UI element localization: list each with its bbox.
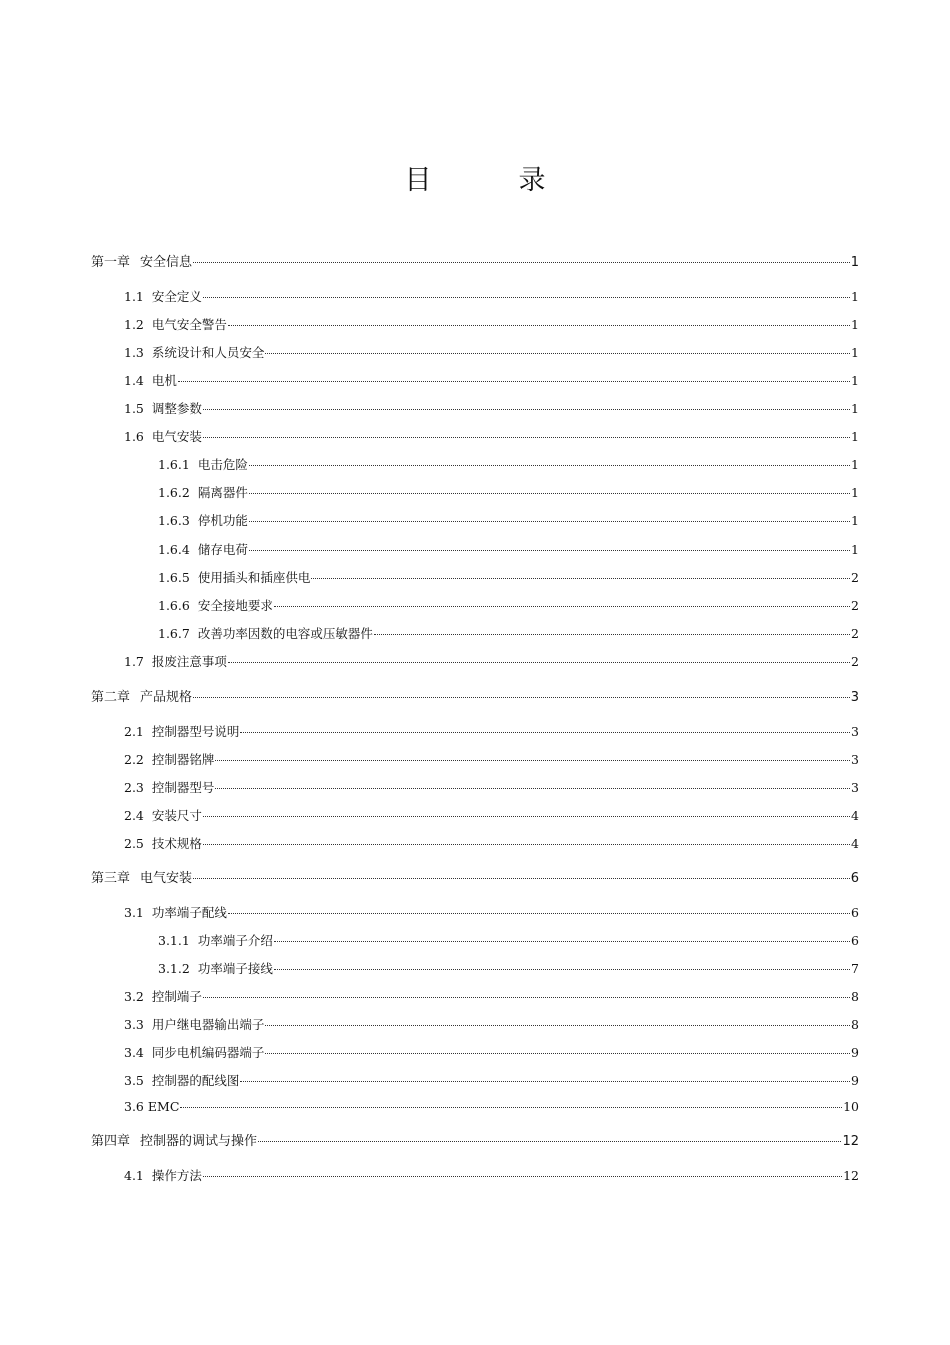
dot-leader <box>374 634 850 635</box>
toc-section-entry[interactable] <box>124 722 859 740</box>
toc-page-number: 1 <box>851 429 859 444</box>
dot-leader <box>203 1176 842 1177</box>
dot-leader <box>274 606 850 607</box>
toc-entry-number: 3.1 <box>124 905 144 920</box>
toc-page-number: 1 <box>850 255 859 270</box>
toc-chapter-entry[interactable] <box>91 867 859 886</box>
toc-entry-text: 改善功率因数的电容或压敏器件 <box>197 626 373 641</box>
toc-entry-text: 功率端子介绍 <box>197 933 273 948</box>
toc-page-number: 4 <box>851 808 859 823</box>
toc-page-number: 3 <box>851 752 859 767</box>
toc-page-number: 1 <box>851 485 859 500</box>
toc-page-number: 1 <box>851 401 859 416</box>
dot-leader <box>193 262 850 263</box>
toc-entry-text: 控制器铭牌 <box>151 752 215 767</box>
toc-entry-number: 1.6.1 <box>158 457 190 472</box>
toc-entry-number: 第一章 <box>91 255 131 270</box>
toc-entry-text: 电气安全警告 <box>151 317 227 332</box>
toc-entry-label <box>124 1166 202 1184</box>
toc-section-entry[interactable] <box>124 903 859 921</box>
toc-section-entry[interactable] <box>124 1166 859 1184</box>
toc-section-entry[interactable] <box>124 987 859 1005</box>
toc-entry-label <box>124 778 214 796</box>
toc-entry-label <box>124 834 202 852</box>
toc-section-entry[interactable] <box>124 287 859 305</box>
dot-leader <box>240 732 850 733</box>
toc-page-number: 1 <box>851 345 859 360</box>
toc-page-number: 3 <box>851 780 859 795</box>
toc-subsection-entry[interactable] <box>158 568 859 586</box>
dot-leader <box>228 662 850 663</box>
toc-section-entry[interactable] <box>124 834 859 852</box>
dot-leader <box>193 697 850 698</box>
toc-page-number: 1 <box>851 317 859 332</box>
toc-entry-label <box>158 540 248 558</box>
toc-page-number: 7 <box>851 961 859 976</box>
toc-page-number: 1 <box>851 289 859 304</box>
toc-page-number: 3 <box>850 690 859 705</box>
toc-entry-label <box>158 624 373 642</box>
dot-leader <box>228 913 850 914</box>
toc-section-entry[interactable] <box>124 1071 859 1089</box>
toc-entry-number: 3.6 <box>124 1099 144 1114</box>
dot-leader <box>258 1141 841 1142</box>
dot-leader <box>178 381 850 382</box>
toc-entry-label <box>91 686 192 705</box>
dot-leader <box>274 969 850 970</box>
toc-entry-text: 产品规格 <box>140 690 193 705</box>
dot-leader <box>193 878 850 879</box>
toc-page-number: 2 <box>851 626 859 641</box>
toc-entry-text: 电机 <box>151 373 177 388</box>
dot-leader <box>249 550 850 551</box>
toc-entry-number: 1.6.5 <box>158 570 190 585</box>
toc-entry-text: 控制端子 <box>151 989 202 1004</box>
toc-entry-label <box>124 427 202 445</box>
toc-section-entry[interactable] <box>124 652 859 670</box>
toc-subsection-entry[interactable] <box>158 483 859 501</box>
toc-entry-text: EMC <box>147 1099 180 1114</box>
toc-entry-label <box>124 806 202 824</box>
toc-page-number: 9 <box>851 1045 859 1060</box>
toc-entry-text: 储存电荷 <box>197 542 248 557</box>
toc-entry-text: 安全定义 <box>151 289 202 304</box>
toc-page-number: 1 <box>851 513 859 528</box>
toc-section-entry[interactable] <box>124 750 859 768</box>
toc-subsection-entry[interactable] <box>158 959 859 977</box>
toc-entry-number: 2.2 <box>124 752 144 767</box>
dot-leader <box>203 844 850 845</box>
toc-entry-text: 系统设计和人员安全 <box>151 345 265 360</box>
toc-page-number: 2 <box>851 598 859 613</box>
toc-section-entry[interactable] <box>124 778 859 796</box>
dot-leader <box>203 997 850 998</box>
toc-section-entry[interactable] <box>124 427 859 445</box>
toc-page-number: 8 <box>851 1017 859 1032</box>
toc-entry-number: 3.1.1 <box>158 933 190 948</box>
toc-entry-text: 电击危险 <box>197 457 248 472</box>
toc-entry-number: 第四章 <box>91 1134 131 1149</box>
toc-page-number: 2 <box>851 570 859 585</box>
toc-entry-number: 1.6 <box>124 429 144 444</box>
toc-entry-label <box>124 1099 179 1114</box>
toc-entry-number: 2.4 <box>124 808 144 823</box>
dot-leader <box>215 788 850 789</box>
toc-entry-text: 安全信息 <box>140 255 193 270</box>
toc-entry-text: 控制器的调试与操作 <box>140 1134 258 1149</box>
dot-leader <box>203 437 850 438</box>
dot-leader <box>265 1025 850 1026</box>
toc-entry-label <box>124 315 227 333</box>
toc-entry-number: 2.5 <box>124 836 144 851</box>
toc-page-number: 12 <box>843 1168 859 1183</box>
dot-leader <box>311 578 850 579</box>
toc-chapter-entry[interactable] <box>91 251 859 270</box>
toc-entry-label <box>158 483 248 501</box>
toc-page-number: 6 <box>851 933 859 948</box>
toc-entry-number: 2.3 <box>124 780 144 795</box>
toc-entry-text: 停机功能 <box>197 513 248 528</box>
toc-entry-text: 报废注意事项 <box>151 654 227 669</box>
toc-entry-label <box>91 1130 257 1149</box>
toc-section-entry[interactable] <box>124 399 859 417</box>
toc-section-entry[interactable] <box>124 1043 859 1061</box>
toc-page-number: 1 <box>851 457 859 472</box>
dot-leader <box>249 521 850 522</box>
toc-entry-text: 隔离器件 <box>197 485 248 500</box>
toc-section-entry[interactable] <box>124 343 859 361</box>
toc-page-number: 2 <box>851 654 859 669</box>
dot-leader <box>228 325 850 326</box>
toc-subsection-entry[interactable] <box>158 624 859 642</box>
toc-entry-label <box>158 511 248 529</box>
toc-subsection-entry[interactable] <box>158 511 859 529</box>
toc-page-number: 3 <box>851 724 859 739</box>
toc-entry-text: 调整参数 <box>151 401 202 416</box>
toc-entry-number: 3.5 <box>124 1073 144 1088</box>
toc-entry-number: 1.6.4 <box>158 542 190 557</box>
toc-entry-number: 第二章 <box>91 690 131 705</box>
dot-leader <box>203 409 850 410</box>
toc-entry-text: 功率端子接线 <box>197 961 273 976</box>
toc-entry-number: 1.4 <box>124 373 144 388</box>
toc-entry-text: 操作方法 <box>151 1168 202 1183</box>
toc-section-entry[interactable] <box>124 1099 859 1114</box>
toc-page-number: 9 <box>851 1073 859 1088</box>
toc-page-number: 12 <box>842 1134 859 1149</box>
page-title: 目 录 <box>404 165 576 196</box>
toc-entry-text: 电气安装 <box>151 429 202 444</box>
toc-entry-text: 控制器的配线图 <box>151 1073 240 1088</box>
toc-entry-label <box>124 1043 264 1061</box>
toc-section-entry[interactable] <box>124 315 859 333</box>
toc-section-entry[interactable] <box>124 806 859 824</box>
toc-entry-number: 1.5 <box>124 401 144 416</box>
toc-entry-label <box>124 652 227 670</box>
toc-entry-label <box>158 455 248 473</box>
toc-subsection-entry[interactable] <box>158 931 859 949</box>
toc-page-number: 8 <box>851 989 859 1004</box>
toc-entry-label <box>124 903 227 921</box>
toc-entry-text: 控制器型号说明 <box>151 724 240 739</box>
toc-entry-label <box>124 1015 264 1033</box>
dot-leader <box>249 493 850 494</box>
dot-leader <box>215 760 850 761</box>
dot-leader <box>180 1107 842 1108</box>
toc-entry-text: 同步电机编码器端子 <box>151 1045 265 1060</box>
toc-entry-number: 1.3 <box>124 345 144 360</box>
dot-leader <box>203 816 850 817</box>
toc-section-entry[interactable] <box>124 371 859 389</box>
toc-entry-number: 2.1 <box>124 724 144 739</box>
toc-entry-label <box>124 287 202 305</box>
dot-leader <box>249 465 850 466</box>
toc-entry-text: 控制器型号 <box>151 780 215 795</box>
dot-leader <box>203 297 850 298</box>
toc-entry-number: 1.2 <box>124 317 144 332</box>
toc-entry-label <box>124 343 264 361</box>
toc-entry-label <box>158 568 310 586</box>
toc-page-number: 10 <box>843 1099 859 1114</box>
toc-entry-text: 电气安装 <box>140 871 193 886</box>
toc-entry-label <box>158 596 273 614</box>
dot-leader <box>265 1053 850 1054</box>
toc-chapter-entry[interactable] <box>91 1130 859 1149</box>
dot-leader <box>240 1081 850 1082</box>
toc-page-number: 4 <box>851 836 859 851</box>
toc-subsection-entry[interactable] <box>158 540 859 558</box>
toc-entry-label <box>124 371 177 389</box>
toc-entry-number: 3.2 <box>124 989 144 1004</box>
toc-subsection-entry[interactable] <box>158 596 859 614</box>
toc-page-number: 1 <box>851 542 859 557</box>
toc-entry-number: 4.1 <box>124 1168 144 1183</box>
toc-entry-text: 用户继电器输出端子 <box>151 1017 265 1032</box>
toc-page-number: 6 <box>850 871 859 886</box>
dot-leader <box>265 353 850 354</box>
toc-page-number: 6 <box>851 905 859 920</box>
toc-entry-label <box>124 399 202 417</box>
toc-entry-text: 技术规格 <box>151 836 202 851</box>
toc-entry-label <box>124 722 239 740</box>
toc-entry-number: 3.1.2 <box>158 961 190 976</box>
toc-entry-label <box>124 1071 239 1089</box>
toc-section-entry[interactable] <box>124 1015 859 1033</box>
toc-entry-number: 3.4 <box>124 1045 144 1060</box>
toc-entry-number: 1.6.7 <box>158 626 190 641</box>
toc-entry-number: 1.6.3 <box>158 513 190 528</box>
toc-entry-label <box>91 251 192 270</box>
toc-entry-number: 1.1 <box>124 289 144 304</box>
toc-entry-label <box>158 959 273 977</box>
toc-entry-text: 安全接地要求 <box>197 598 273 613</box>
toc-entry-number: 3.3 <box>124 1017 144 1032</box>
toc-entry-label <box>158 931 273 949</box>
toc-page-number: 1 <box>851 373 859 388</box>
toc-entry-number: 1.7 <box>124 654 144 669</box>
toc-entry-text: 安装尺寸 <box>151 808 202 823</box>
toc-entry-text: 使用插头和插座供电 <box>197 570 311 585</box>
toc-entry-label <box>124 750 214 768</box>
toc-chapter-entry[interactable] <box>91 686 859 705</box>
toc-entry-label <box>91 867 192 886</box>
toc-entry-label <box>124 987 202 1005</box>
dot-leader <box>274 941 850 942</box>
toc-entry-number: 1.6.2 <box>158 485 190 500</box>
toc-subsection-entry[interactable] <box>158 455 859 473</box>
toc-entry-number: 1.6.6 <box>158 598 190 613</box>
toc-entry-text: 功率端子配线 <box>151 905 227 920</box>
toc-entry-number: 第三章 <box>91 871 131 886</box>
